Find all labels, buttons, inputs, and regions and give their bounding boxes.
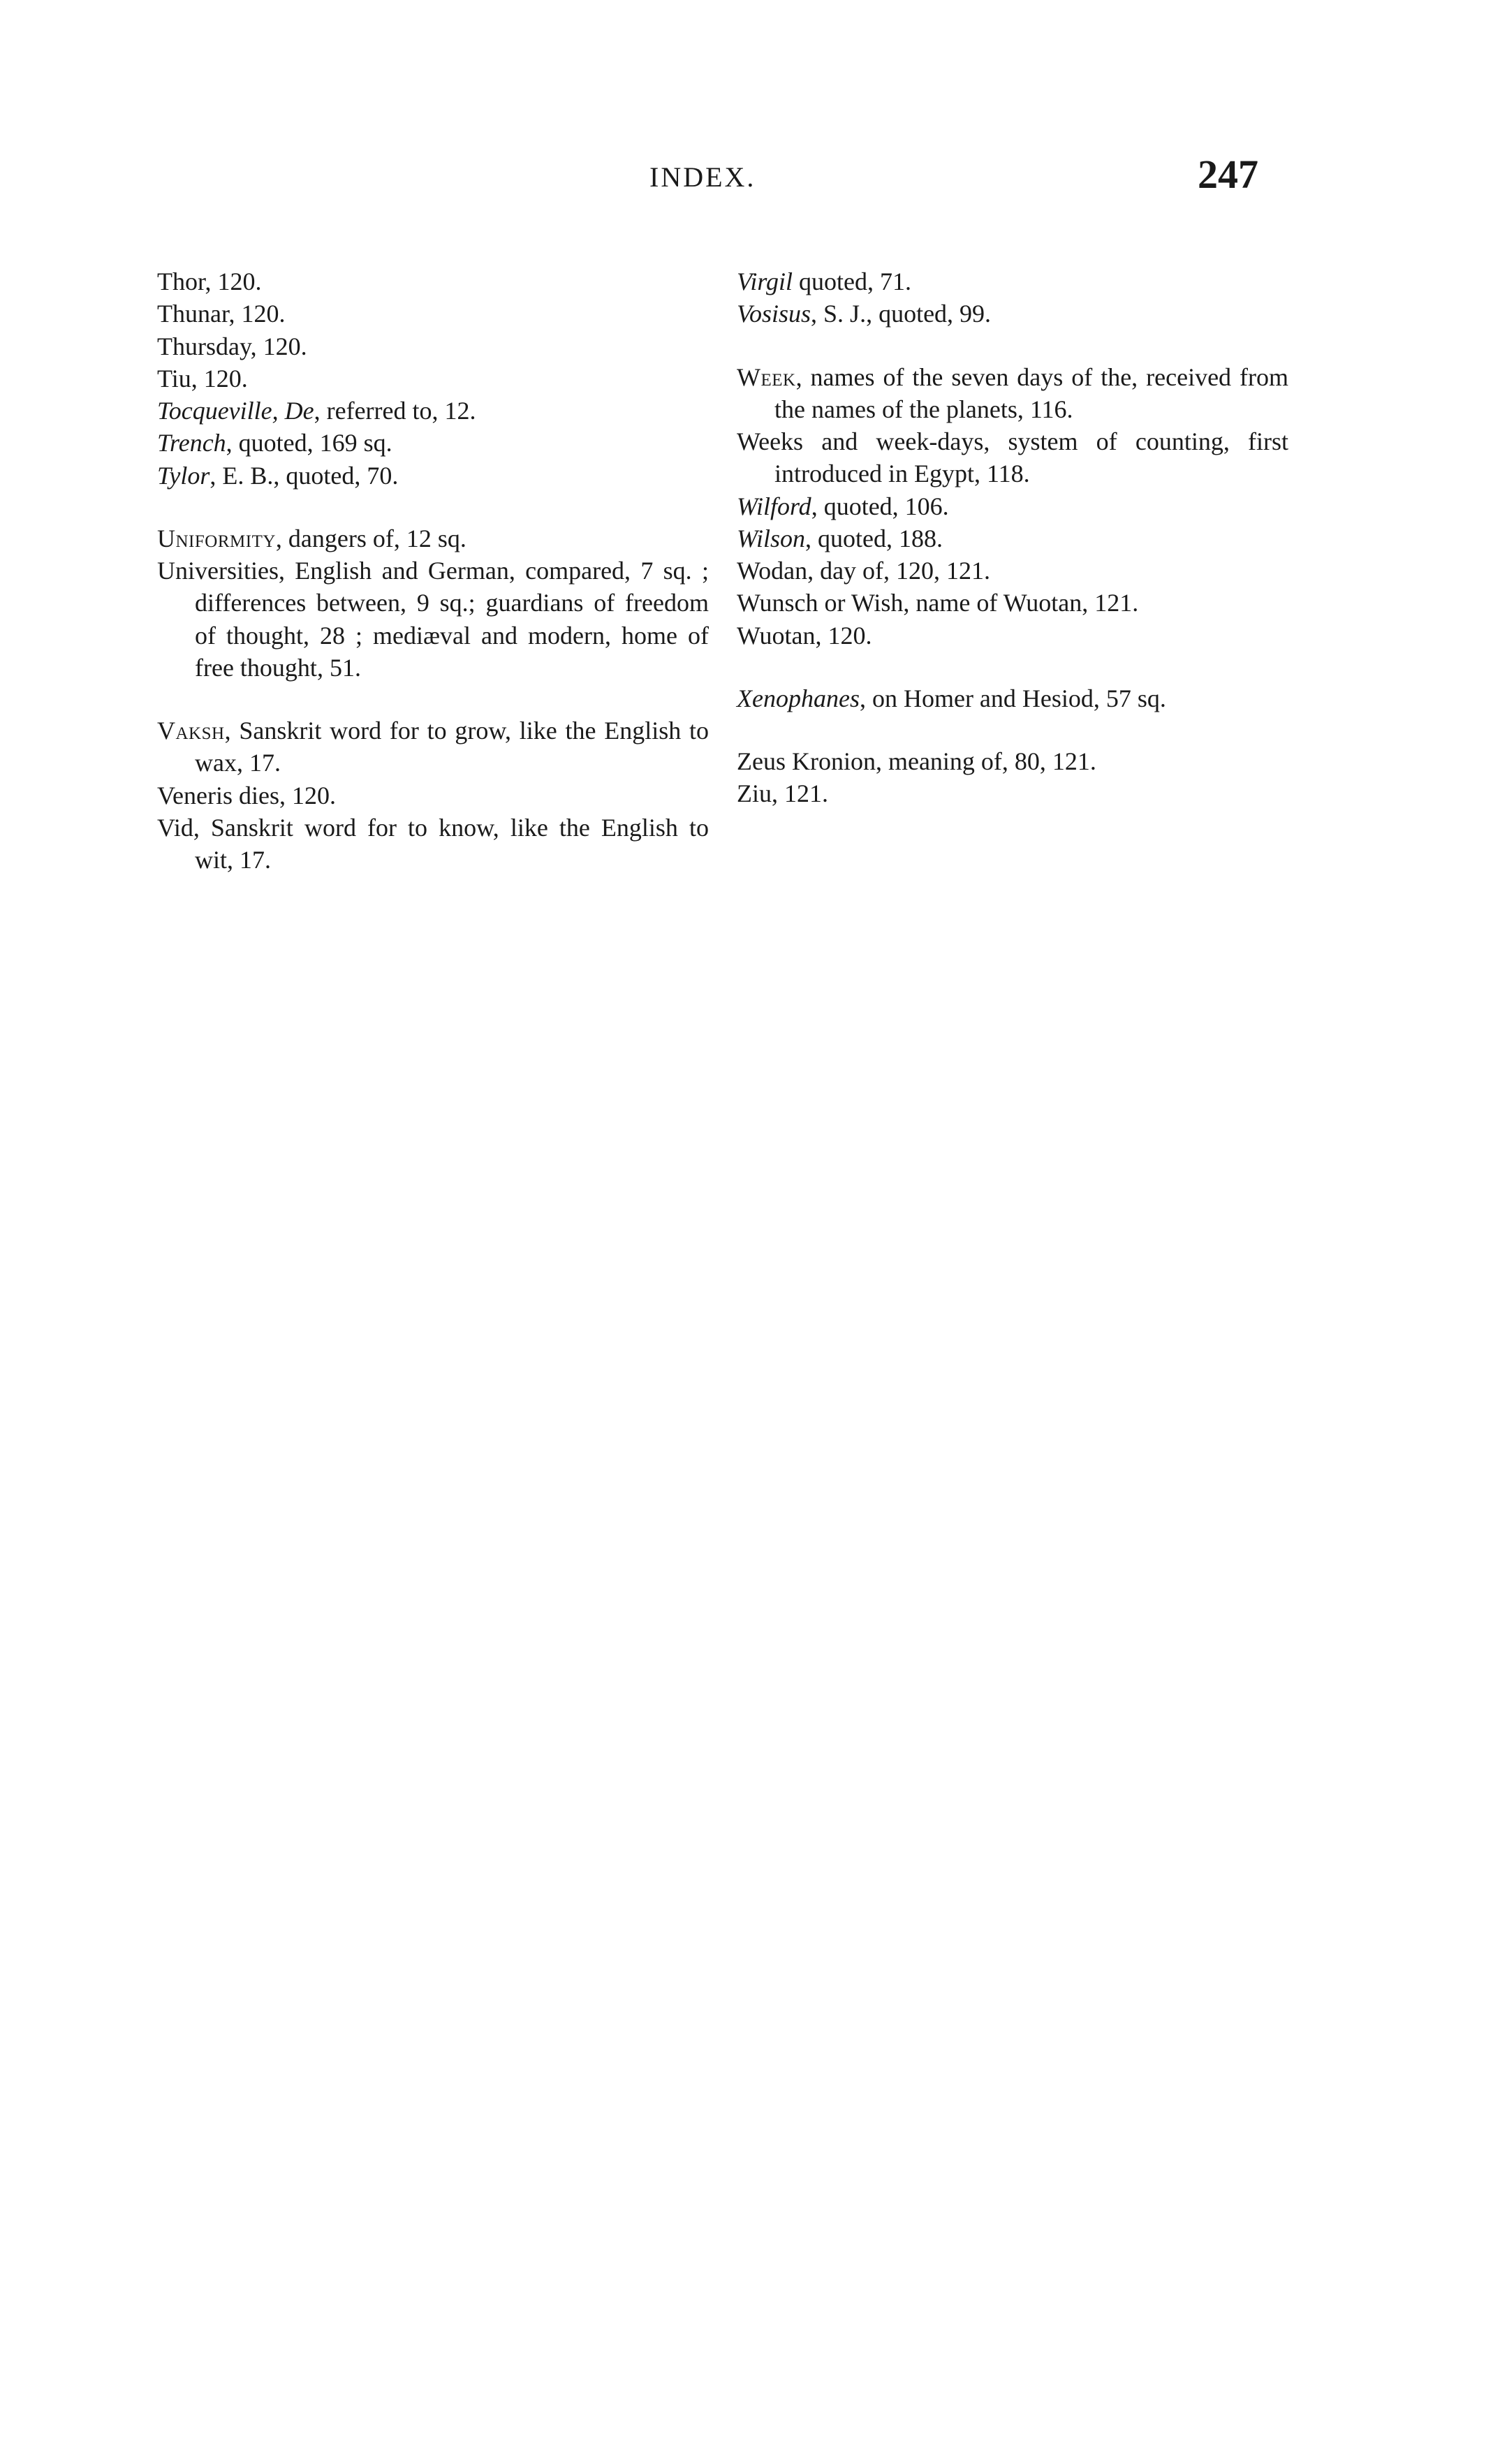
index-entry: Uniformity, dangers of, 12 sq.: [157, 524, 466, 552]
index-entry: Thunar, 120.: [157, 300, 286, 328]
entry-separator: [737, 652, 1288, 682]
index-entry: Weeks and week-days, system of counting, first introduced in Egypt, 118.: [737, 427, 1288, 488]
index-entry: Wunsch or Wish, name of Wuotan, 121.: [737, 589, 1139, 617]
index-entry: Tylor, E. B., quoted, 70.: [157, 461, 399, 490]
entry-headword: Uniformity: [157, 524, 276, 552]
index-entry: Vid, Sanskrit word for to know, like the English to wit, 17.: [157, 813, 709, 874]
index-entry: Vaksh, Sanskrit word for to grow, like the English to wax, 17.: [157, 717, 709, 777]
entry-headword: Tocqueville, De: [157, 397, 314, 425]
index-entry: Veneris dies, 120.: [157, 781, 336, 809]
entry-headword: Xenophanes: [737, 684, 860, 712]
page-title: INDEX.: [649, 161, 756, 193]
index-entry: Trench, quoted, 169 sq.: [157, 429, 392, 457]
index-entry: Wilson, quoted, 188.: [737, 524, 943, 552]
entry-headword: Wilson: [737, 524, 806, 552]
entry-separator: [737, 714, 1288, 745]
entry-separator: [157, 684, 709, 714]
entry-headword: Vosisus: [737, 300, 811, 328]
index-entry: Wodan, day of, 120, 121.: [737, 557, 991, 585]
entry-headword: Week: [737, 362, 796, 391]
index-entry: Vosisus, S. J., quoted, 99.: [737, 300, 992, 328]
entry-headword: Trench: [157, 429, 226, 457]
index-entry: Thor, 120.: [157, 267, 262, 295]
index-entry: Zeus Kronion, meaning of, 80, 121.: [737, 747, 1096, 775]
index-column-right: [737, 265, 1288, 810]
index-entry: Virgil quoted, 71.: [737, 267, 911, 295]
entry-separator: [157, 492, 709, 522]
index-column-left: [157, 265, 709, 876]
index-entry: Wilford, quoted, 106.: [737, 492, 949, 520]
index-entry: Wuotan, 120.: [737, 621, 872, 650]
page-number: 247: [1198, 152, 1258, 197]
index-entry: Week, names of the seven days of the, received from the names of the planets, 116.: [737, 362, 1288, 423]
index-entry: Xenophanes, on Homer and Hesiod, 57 sq.: [737, 684, 1166, 712]
index-entry: Tocqueville, De, referred to, 12.: [157, 397, 476, 425]
page-header: [0, 152, 1507, 217]
entry-headword: Tylor: [157, 461, 210, 490]
entry-headword: Vaksh: [157, 717, 225, 745]
entry-headword: Wilford: [737, 492, 811, 520]
index-entry: Thursday, 120.: [157, 332, 307, 360]
index-entry: Tiu, 120.: [157, 364, 248, 393]
entry-headword: Virgil: [737, 267, 793, 295]
index-entry: Ziu, 121.: [737, 779, 828, 808]
index-entry: Universities, English and German, compared, 7 sq. ; differences between, 9 sq.; guardians of freedom of thought, 28 ; mediæval and modern, home of free thought, 51.: [157, 557, 709, 682]
entry-separator: [737, 330, 1288, 361]
